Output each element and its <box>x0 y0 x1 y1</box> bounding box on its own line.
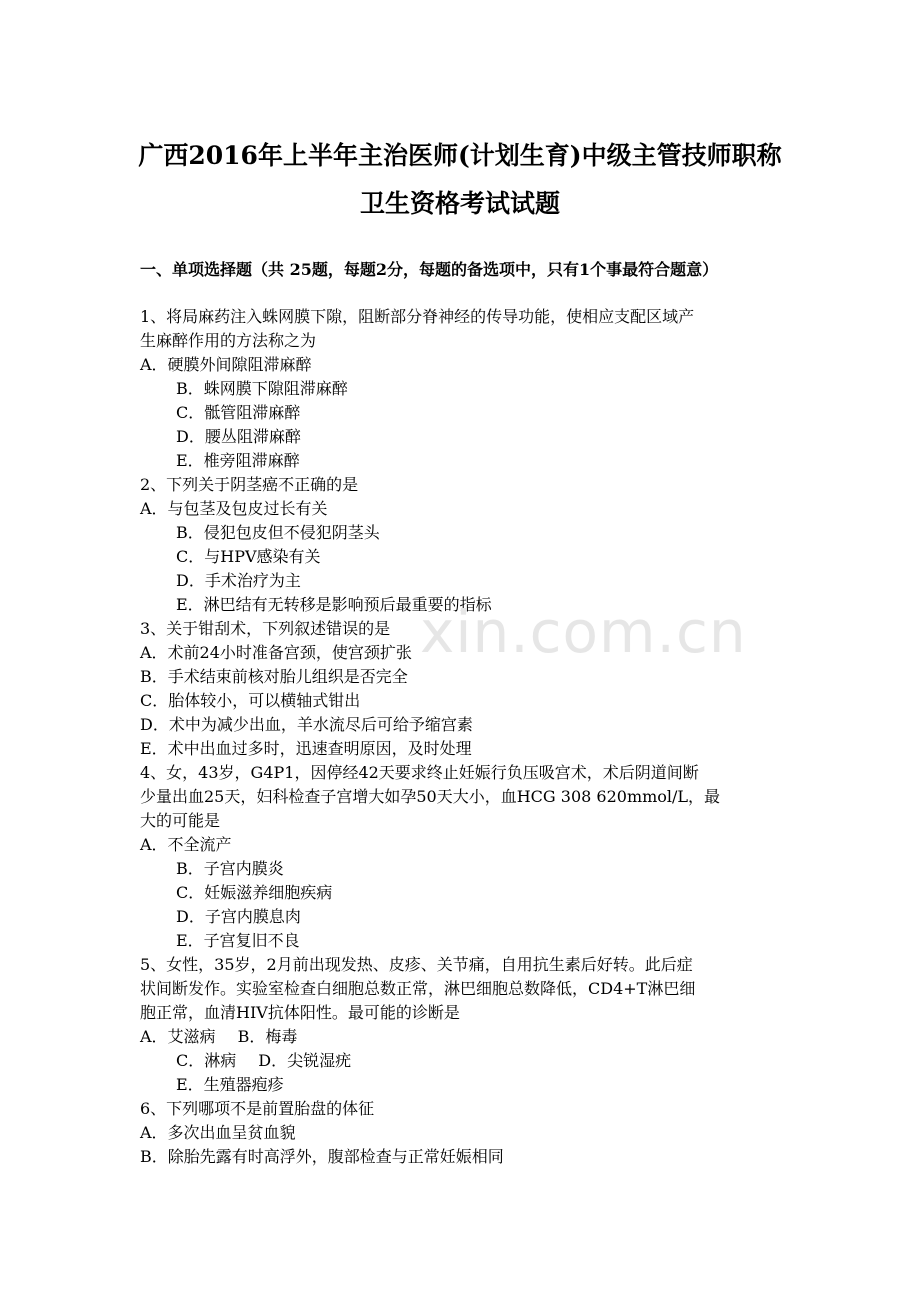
question-6-option-b: B．除胎先露有时高浮外，腹部检查与正常妊娠相同 <box>140 1147 504 1166</box>
watermark: xin.com.cn <box>420 598 747 666</box>
question-2-stem: 2、下列关于阴茎癌不正确的是 <box>140 475 359 494</box>
question-5-stem-line-2: 状间断发作。实验室检查白细胞总数正常，淋巴细胞总数降低，CD4+T淋巴细 <box>140 979 696 998</box>
question-5-option-d: D．尖锐湿疣 <box>258 1051 352 1070</box>
question-3-option-e: E．术中出血过多时，迅速查明原因，及时处理 <box>140 739 472 758</box>
question-2-option-a: A．与包茎及包皮过长有关 <box>140 499 328 518</box>
question-1-stem-line-1: 1、将局麻药注入蛛网膜下隙，阻断部分脊神经的传导功能，使相应支配区域产 <box>140 307 695 326</box>
question-1-option-a: A．硬膜外间隙阻滞麻醉 <box>140 355 312 374</box>
question-6-option-a: A．多次出血呈贫血貌 <box>140 1123 296 1142</box>
question-list <box>140 305 785 1169</box>
question-2-option-d: D．手术治疗为主 <box>176 571 301 590</box>
document-title-line-2: 卫生资格考试试题 <box>359 189 560 218</box>
question-5-stem-line-3: 胞正常，血清HIV抗体阳性。最可能的诊断是 <box>140 1003 460 1022</box>
question-1-option-d: D．腰丛阻滞麻醉 <box>176 427 301 446</box>
question-3-option-b: B．手术结束前核对胎儿组织是否完全 <box>140 667 408 686</box>
question-4-option-b: B．子宫内膜炎 <box>176 859 284 878</box>
question-4-stem-line-1: 4、女，43岁，G4P1，因停经42天要求终止妊娠行负压吸宫术，术后阴道间断 <box>140 763 699 782</box>
question-2-option-c: C．与HPV感染有关 <box>176 547 321 566</box>
question-2-option-b: B．侵犯包皮但不侵犯阴茎头 <box>176 523 380 542</box>
question-3-stem: 3、关于钳刮术，下列叙述错误的是 <box>140 619 391 638</box>
document-title-line-1: 广西2016年上半年主治医师(计划生育)中级主管技师职称 <box>138 141 782 170</box>
question-5-options-row-1 <box>140 1025 785 1049</box>
question-5-option-a: A．艾滋病 <box>140 1027 216 1046</box>
question-1-stem-line-2: 生麻醉作用的方法称之为 <box>140 331 317 350</box>
question-1-option-b: B．蛛网膜下隙阻滞麻醉 <box>176 379 348 398</box>
question-5-options-row-2 <box>140 1049 785 1073</box>
question-5-option-e: E．生殖器疱疹 <box>176 1075 284 1094</box>
section-heading: 一、单项选择题（共 25题，每题2分，每题的备选项中，只有1个事最符合题意） <box>140 260 719 279</box>
question-4-option-c: C．妊娠滋养细胞疾病 <box>176 883 333 902</box>
question-2-option-e: E．淋巴结有无转移是影响预后最重要的指标 <box>176 595 492 614</box>
question-3-option-c: C．胎体较小，可以横轴式钳出 <box>140 691 361 710</box>
question-4-stem-line-3: 大的可能是 <box>140 811 221 830</box>
question-5-option-b: B．梅毒 <box>237 1027 298 1046</box>
question-1-option-e: E．椎旁阻滞麻醉 <box>176 451 300 470</box>
question-4-option-a: A．不全流产 <box>140 835 232 854</box>
question-5-option-c: C．淋病 <box>176 1051 237 1070</box>
question-6-stem: 6、下列哪项不是前置胎盘的体征 <box>140 1099 375 1118</box>
question-3-option-d: D．术中为减少出血，羊水流尽后可给予缩宫素 <box>140 715 473 734</box>
question-1-option-c: C．骶管阻滞麻醉 <box>176 403 301 422</box>
question-4-stem-line-2: 少量出血25天，妇科检查子宫增大如孕50天大小，血HCG 308 620mmol/L，最 <box>140 787 721 806</box>
question-5-stem-line-1: 5、女性，35岁，2月前出现发热、皮疹、关节痛，自用抗生素后好转。此后症 <box>140 955 693 974</box>
question-4-option-e: E．子宫复旧不良 <box>176 931 300 950</box>
question-3-option-a: A．术前24小时准备宫颈，使宫颈扩张 <box>140 643 412 662</box>
question-4-option-d: D．子宫内膜息肉 <box>176 907 301 926</box>
